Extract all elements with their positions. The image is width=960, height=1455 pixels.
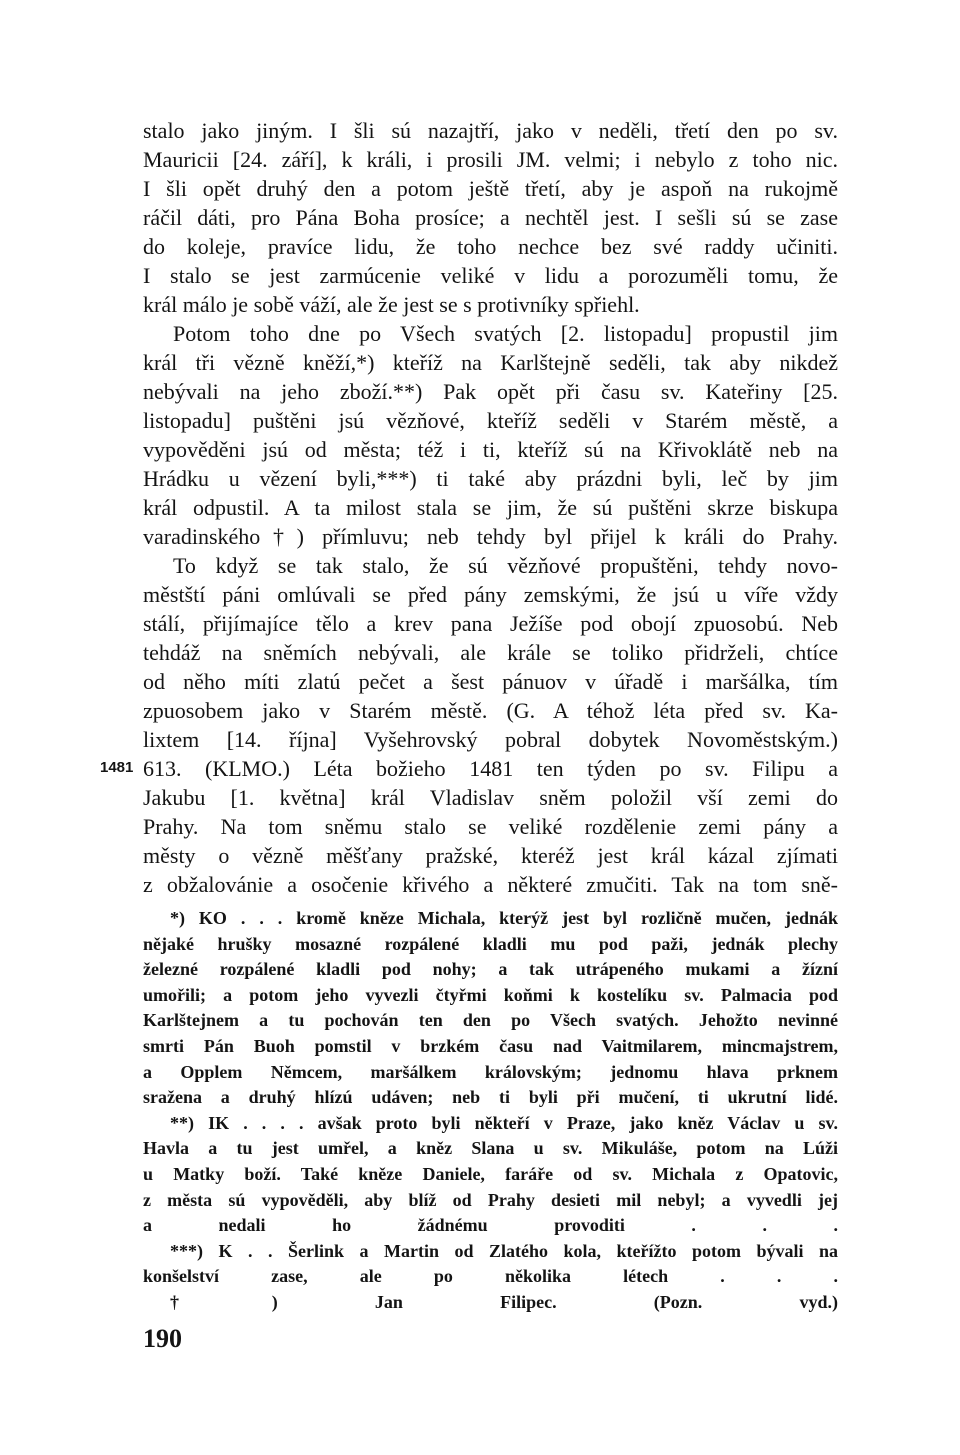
footnote-line: Havla a tu jest umřel, a kněz Slana u sv. Mikuláše, potom na Lúži [143,1138,838,1159]
text-line: nebývali na jeho zboží.**) Pak opět při času sv. Kateřiny [25. [143,379,838,404]
text-line: ráčil dáti, pro Pána Boha prosíce; a nechtěl jest. I sešli sú se zase [143,205,838,230]
text-line: král málo je sobě váží, ale že jest se s protivníky spřiehl. [143,292,640,317]
footnote-line: Karlštejnem a tu pochován ten den po Všech svatých. Jehožto nevinné [143,1010,838,1031]
footnotes [143,906,838,1316]
page-number: 190 [143,1324,182,1353]
text-line: do koleje, pravíce lidu, že toho nechce bez své raddy učiniti. [143,234,838,259]
footnote-line: a nedali ho žádnému provoditi . . . [143,1215,838,1236]
text-line: tehdáž na sněmích nebývali, ale krále se toliko přidrželi, chtíce [143,640,838,665]
paragraph-start-line: Potom toho dne po Všech svatých [2. listopadu] propustil jim [173,321,838,346]
footnote-line: a Opplem Němcem, maršálkem královským; jednomu hlava prknem [143,1061,838,1082]
footnote-line: z města sú vypověděli, aby blíž od Prahy desieti mil nebyl; a vyvedli jej [143,1189,838,1210]
text-line: zpuosobem jako v Starém městě. (G. A téhož léta před sv. Ka- [143,698,838,723]
text-line: městy o vězně měšťany pražské, kteréž jest král kázal zjímati [143,843,838,868]
footnote-line: sražena a druhý hlízú udáven; neb ti byli při mučení, ti ukrutní lidé. [143,1087,838,1108]
footnote-start-line: †) Jan Filipec. (Pozn. vyd.) [170,1291,838,1312]
text-line: od něho míti zlatú pečet a šest pánuov v úřadě i maršálka, tím [143,669,838,694]
text-line: varadinského†) přímluvu; neb tehdy byl přijel k králi do Prahy. [143,524,838,549]
text-line: lixtem [14. října] Vyšehrovský pobral dobytek Novoměstským.) [143,727,838,752]
text-line: stálí, přijímajíce tělo a krev pana Ježíše pod obojí zpuosobú. Neb [143,611,838,636]
footnote-start-line: **) IK . . . . avšak proto byli někteří v Praze, jako kněz Václav u sv. [170,1112,838,1133]
text-line: Hrádku u vězení byli,***) ti také aby prázdni byli, leč by jim [143,466,838,491]
footnote-line: železné rozpálené kladli pod nohy; a tak utrápeného mukami a žízní [143,959,838,980]
text-line: I stalo se jest zarmúcenie veliké v lidu a porozuměli tomu, že [143,263,838,288]
text-line: král tři vězně kněží,*) kteříž na Karlštejně seděli, tak aby nikdež [143,350,838,375]
text-line: stalo jako jiným. I šli sú nazajtří, jako v neděli, třetí den po sv. [143,118,838,143]
text-line: Prahy. Na tom sněmu stalo se veliké rozdělenie zemi pány a [143,814,838,839]
margin-year-note: 1481 [100,759,134,776]
footnote-line: nějaké hrušky mosazné rozpálené kladli mu pod paži, jednák plechy [143,933,838,954]
text-line: listopadu] puštěni jsú vězňové, kteříž seděli v Starém městě, a [143,408,838,433]
text-line: Jakubu [1. května] král Vladislav sněm položil vší zemi do [143,785,838,810]
text-line: vypověděni jsú od města; též i ti, kteříž sú na Křivoklátě neb na [143,437,838,462]
footnote-start-line: ***) K . . Šerlink a Martin od Zlatého kola, kteřížto potom bývali na [170,1240,838,1261]
text-line: Mauricii [24. září], k králi, i prosili JM. velmi; i nebylo z toho nic. [143,147,838,172]
footnote-line: konšelství zase, ale po několika létech . . . [143,1266,838,1287]
footnote-line: smrti Pán Buoh pomstil v brzkém času nad Vaitmilarem, mincmajstrem, [143,1035,838,1056]
paragraph-start-line: To když se tak stalo, že sú vězňové propuštěni, tehdy novo- [173,553,838,578]
footnote-start-line: *) KO . . . kromě kněze Michala, kterýž jest byl rozličně mučen, jednák [170,908,838,928]
text-line: z obžalovánie a osočenie křivého a některé zmučiti. Tak na tom sně- [143,872,838,897]
main-text [143,116,838,899]
footnote-line: u Matky boží. Také kněze Daniele, faráře od sv. Michala z Opatovic, [143,1163,838,1184]
entry-start-line: 613. (KLMO.) Léta božieho 1481 ten týden po sv. Filipu a [143,756,838,781]
text-line: I šli opět druhý den a potom ještě třetí, aby je aspoň na rukojmě [143,176,838,201]
footnote-line: umořili; a potom jeho vyvezli čtyřmi koňmi k kostelíku sv. Palmacia pod [143,984,838,1005]
text-line: král odpustil. A ta milost stala se jim, že sú puštěni skrze biskupa [143,495,838,520]
text-line: městští páni omlúvali se před pány zemskými, že jsú u víře vždy [143,582,838,607]
